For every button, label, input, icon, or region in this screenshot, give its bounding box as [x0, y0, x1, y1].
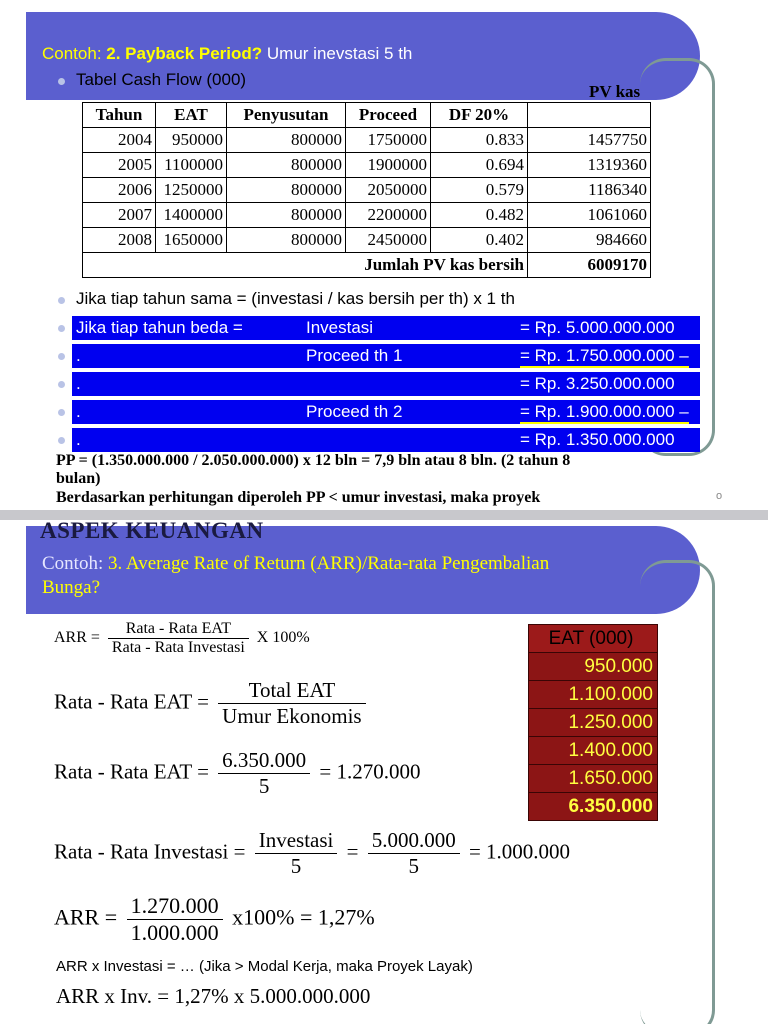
bullet-dot: [58, 353, 65, 360]
cell-depreciation: 800000: [227, 178, 346, 203]
cell-depreciation: 800000: [227, 203, 346, 228]
formula-rhs: = 1.270.000: [319, 759, 421, 784]
denominator: 5: [290, 854, 302, 878]
bullet-dot: [58, 381, 65, 388]
cell-pv: 1061060: [528, 203, 651, 228]
formula-arr-investment: ARR x Inv. = 1,27% x 5.000.000.000: [56, 984, 371, 1008]
blue-row-investasi: [72, 316, 700, 340]
pp-calculation-cont: bulan): [56, 470, 101, 487]
formula-lhs: ARR =: [54, 629, 100, 647]
cell-eat: 950000: [156, 128, 227, 153]
formula-avg-eat-value: [54, 748, 421, 799]
denominator: 5: [258, 774, 270, 798]
fraction: [255, 828, 338, 879]
formula-lhs: Rata - Rata Investasi =: [54, 839, 246, 864]
bullet-dot: [58, 409, 65, 416]
formula-rhs: x100% = 1,27%: [232, 904, 375, 930]
eat-box-header: EAT (000): [529, 625, 657, 653]
cell-eat: 1250000: [156, 178, 227, 203]
eat-summary-box: [528, 624, 658, 821]
cell-proceed: 1750000: [346, 128, 431, 153]
blue-row-remaining-2: [72, 428, 700, 452]
denominator: 1.000.000: [130, 920, 219, 945]
bullet-dot: [58, 78, 65, 85]
table-row: [83, 153, 651, 178]
col-header-pv: [528, 103, 651, 128]
formula-avg-investment: [54, 828, 570, 879]
table-row: [83, 203, 651, 228]
cell-df: 0.402: [431, 228, 528, 253]
equals-sign: =: [346, 839, 359, 864]
col-header-tahun: Tahun: [83, 103, 156, 128]
row-amount: = Rp. 1.350.000.000: [520, 430, 675, 449]
cell-df: 0.482: [431, 203, 528, 228]
cell-proceed: 1900000: [346, 153, 431, 178]
formula-rhs: X 100%: [256, 629, 310, 647]
row-label: .: [76, 430, 81, 449]
row-label: .: [76, 374, 81, 393]
eat-value: 1.400.000: [529, 737, 657, 765]
cell-depreciation: 800000: [227, 228, 346, 253]
eat-value: 1.250.000: [529, 709, 657, 737]
eat-value: 1.650.000: [529, 765, 657, 793]
cell-pv: 1319360: [528, 153, 651, 178]
cell-proceed: 2200000: [346, 203, 431, 228]
cell-year: 2007: [83, 203, 156, 228]
cell-proceed: 2050000: [346, 178, 431, 203]
pp-calculation: PP = (1.350.000.000 / 2.050.000.000) x 12 bln = 7,9 bln atau 8 bln. (2 tahun 8: [56, 452, 571, 469]
fraction: [127, 893, 223, 946]
bullet-dot: [58, 325, 65, 332]
cell-df: 0.694: [431, 153, 528, 178]
table-row: [83, 228, 651, 253]
cell-year: 2005: [83, 153, 156, 178]
eat-value: 950.000: [529, 653, 657, 681]
fraction: [108, 620, 249, 657]
cell-year: 2006: [83, 178, 156, 203]
row-item: Investasi: [306, 318, 374, 337]
denominator: Rata - Rata Investasi: [111, 639, 245, 656]
col-header-df: DF 20%: [431, 103, 528, 128]
pp-conclusion: Berdasarkan perhitungan diperoleh PP < umur investasi, maka proyek: [56, 489, 541, 506]
row-amount: = Rp. 5.000.000.000: [520, 318, 675, 337]
numerator: 1.270.000: [127, 893, 223, 920]
arr-note: ARR x Investasi = … (Jika > Modal Kerja, maka Proyek Layak): [56, 958, 473, 975]
cell-pv: 1186340: [528, 178, 651, 203]
table-row: [83, 128, 651, 153]
table-total-row: [83, 253, 651, 278]
formula-lhs: ARR =: [54, 904, 118, 930]
row-label: .: [76, 402, 81, 421]
formula-lhs: Rata - Rata EAT =: [54, 759, 209, 784]
formula-arr: [54, 620, 310, 657]
cell-depreciation: 800000: [227, 128, 346, 153]
cell-eat: 1400000: [156, 203, 227, 228]
numerator: Rata - Rata EAT: [108, 620, 249, 639]
total-value: 6009170: [528, 253, 651, 278]
numerator: Total EAT: [218, 678, 365, 704]
eat-total: 6.350.000: [568, 796, 653, 817]
denominator: Umur Ekonomis: [222, 704, 362, 728]
total-label: Jumlah PV kas bersih: [83, 253, 528, 278]
slide-title: Contoh: 2. Payback Period? Umur inevstasi 5 th: [42, 44, 413, 63]
formula-avg-eat: [54, 678, 370, 729]
numerator: 6.350.000: [218, 748, 310, 774]
bullet-dot: [58, 437, 65, 444]
eat-value: 1.100.000: [529, 681, 657, 709]
corner-mark: o: [716, 490, 723, 502]
formula-rhs: = 1.000.000: [468, 839, 571, 864]
cell-year: 2008: [83, 228, 156, 253]
slide-title: Contoh: 3. Average Rate of Return (ARR)/Rata-rata Pengembalian Bunga?: [42, 553, 550, 598]
bullet-table-caption: Tabel Cash Flow (000): [76, 70, 247, 89]
numerator: Investasi: [255, 828, 338, 854]
row-amount: = Rp. 1.750.000.000 –: [520, 346, 689, 368]
cell-eat: 1650000: [156, 228, 227, 253]
fraction: [218, 748, 310, 799]
fraction: [368, 828, 460, 879]
numerator: 5.000.000: [368, 828, 460, 854]
row-item: Proceed th 2: [306, 402, 403, 421]
col-header-proceed: Proceed: [346, 103, 431, 128]
cell-df: 0.579: [431, 178, 528, 203]
cell-year: 2004: [83, 128, 156, 153]
row-item: Proceed th 1: [306, 346, 403, 365]
cash-flow-table: [82, 102, 651, 278]
cell-pv: 1457750: [528, 128, 651, 153]
blue-row-proceed-1: [72, 344, 700, 368]
cell-proceed: 2450000: [346, 228, 431, 253]
pv-column-header: PV kas: [589, 82, 641, 101]
cell-pv: 984660: [528, 228, 651, 253]
table-row: [83, 178, 651, 203]
section-heading: ASPEK KEUANGAN: [40, 518, 264, 543]
denominator: 5: [408, 854, 419, 878]
formula-lhs: Rata - Rata EAT =: [54, 689, 209, 714]
cell-eat: 1100000: [156, 153, 227, 178]
blue-row-proceed-2: [72, 400, 700, 424]
formula-arr-result: [54, 893, 375, 946]
bullet-dot: [58, 297, 65, 304]
blue-row-remaining-1: [72, 372, 700, 396]
row-amount: = Rp. 3.250.000.000: [520, 374, 675, 393]
fraction: [218, 678, 365, 729]
row-amount: = Rp. 1.900.000.000 –: [520, 402, 689, 424]
cell-depreciation: 800000: [227, 153, 346, 178]
row-label: .: [76, 346, 81, 365]
table-header-row: [83, 103, 651, 128]
row-label: Jika tiap tahun beda =: [76, 318, 243, 337]
bullet-same-year: Jika tiap tahun sama = (investasi / kas bersih per th) x 1 th: [76, 289, 515, 308]
col-header-penyusutan: Penyusutan: [227, 103, 346, 128]
col-header-eat: EAT: [156, 103, 227, 128]
cell-df: 0.833: [431, 128, 528, 153]
